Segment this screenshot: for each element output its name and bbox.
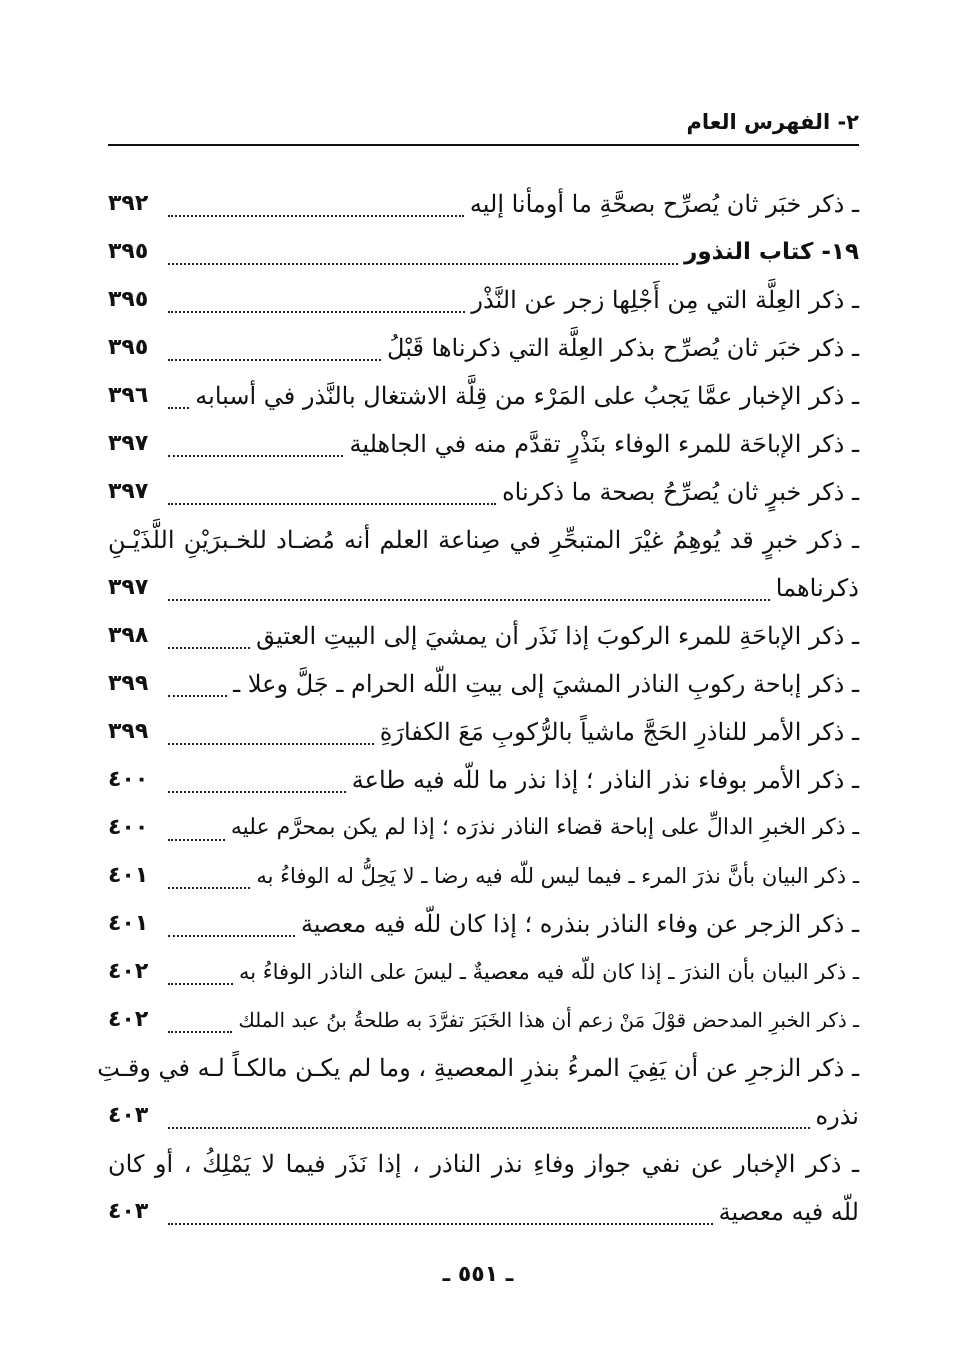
- dot-leader: [168, 263, 678, 265]
- toc-entry: [108, 660, 859, 708]
- toc-chapter-heading: [108, 228, 859, 276]
- dot-leader: [168, 1031, 232, 1033]
- entry-title: ـ ذكر الإخبار عمَّا يَجبُ على المَرْء من قِلَّة الاشتغال بالنَّذر في أسبابه: [195, 382, 859, 410]
- toc-entry: [108, 948, 859, 996]
- entry-title: ـ ذكر العِلَّة التي مِن أَجْلِها زجر عن النَّذْر: [471, 286, 859, 314]
- entry-page: ٣٩٢: [108, 191, 149, 216]
- entry-title-continued: للّه فيه معصية: [718, 1198, 859, 1226]
- toc-entry: [108, 804, 859, 852]
- dot-leader: [168, 455, 343, 457]
- entry-page: ٣٩٨: [108, 623, 149, 648]
- entry-page: ٤٠٢: [108, 959, 149, 984]
- toc-entry: [108, 996, 859, 1044]
- entry-title: ـ ذكر البيان بأنَّ نذرَ المرء ـ فيما ليس للّه فيه رضا ـ لا يَحِلُّ له الوفاءُ به: [256, 864, 859, 888]
- dot-leader: [168, 791, 346, 793]
- header-title: ٢- الفهرس العام: [686, 110, 859, 134]
- entry-title: ـ ذكر البيان بأن النذرَ ـ إذا كان للّه فيه معصيةٌ ـ ليسَ على الناذر الوفاءُ به: [238, 960, 859, 984]
- entry-title-continued: ذكرناهما: [775, 574, 859, 602]
- toc-entry: [108, 420, 859, 468]
- toc-entry: [108, 900, 859, 948]
- dot-leader: [168, 311, 465, 313]
- entry-title-line: ـ ذكر الإخبار عن نفي جواز وفاءِ نذر الناذر ، إذا نَذَر فيما لا يَمْلِكُ ، أو كان: [108, 1150, 859, 1178]
- dot-leader: [168, 935, 295, 937]
- entry-page: ٤٠١: [108, 911, 149, 936]
- dot-leader: [168, 983, 233, 985]
- dot-leader: [168, 599, 770, 601]
- entry-title: ـ ذكر الزجر عن وفاء الناذر بنذره ؛ إذا كان للّه فيه معصية: [300, 910, 859, 938]
- toc-entry: [108, 276, 859, 324]
- dot-leader: [168, 359, 381, 361]
- dot-leader: [168, 407, 189, 409]
- entry-page: ٣٩٧: [108, 431, 149, 456]
- toc-entry: [108, 612, 859, 660]
- entry-page: ٣٩٧: [108, 575, 149, 600]
- entry-title-continued: نذره: [815, 1102, 859, 1130]
- toc-entry: [108, 852, 859, 900]
- running-header: [108, 104, 859, 146]
- entry-title-line: ـ ذكر خبرٍ قد يُوهِمُ غيْرَ المتبحِّرِ في صِناعة العلم أنه مُضـاد للخـبرَيْنِ اللَّذَيْـنِ: [108, 526, 859, 554]
- entry-title: ـ ذكر الخبرِ المدحض قوْلَ مَنْ زعم أن هذا الخَبَرَ تفرَّدَ به طلحةُ بنُ عبد الملك: [238, 1008, 859, 1032]
- entry-title: ـ ذكر الأمر للناذرِ الحَجَّ ماشياً بالرُّكوبِ مَعَ الكفارَةِ: [379, 718, 859, 746]
- entry-page: ٣٩٥: [108, 239, 149, 264]
- toc-entry: [108, 372, 859, 420]
- entry-title-line: ـ ذكر الزجرِ عن أن يَفِيَ المرءُ بنذرِ المعصيةِ ، وما لم يكـن مالكـاً لـه في وقـتِ: [97, 1054, 859, 1082]
- entry-page: ٤٠١: [108, 863, 149, 888]
- entry-page: ٣٩٥: [108, 335, 149, 360]
- dot-leader: [168, 503, 496, 505]
- entry-page: ٣٩٦: [108, 383, 149, 408]
- entry-page: ٤٠٣: [108, 1199, 149, 1224]
- toc-entry: [108, 1188, 859, 1236]
- entry-page: ٣٩٩: [108, 719, 149, 744]
- dot-leader: [168, 695, 227, 697]
- entry-page: ٤٠٣: [108, 1103, 149, 1128]
- dot-leader: [168, 215, 464, 217]
- entry-page: ٣٩٥: [108, 287, 149, 312]
- entry-title: ـ ذكر خبرٍ ثان يُصرِّحُ بصحة ما ذكرناه: [502, 478, 859, 506]
- toc-entry: [108, 564, 859, 612]
- toc-entry: [108, 708, 859, 756]
- entry-title: ـ ذكر إباحة ركوبِ الناذر المشيَ إلى بيتِ اللّه الحرام ـ جَلَّ وعلا ـ: [233, 670, 859, 698]
- dot-leader: [168, 839, 225, 841]
- entry-title: ـ ذكر الإباحَةِ للمرء الركوبَ إذا نَذَر أن يمشيَ إلى البيتِ العتيق: [256, 622, 859, 650]
- toc-entry: [108, 180, 859, 228]
- entry-page: ٣٩٧: [108, 479, 149, 504]
- entry-title: ـ ذكر خبَر ثان يُصرِّح بذكر العِلَّة التي ذكرناها قَبْلُ: [387, 334, 859, 362]
- dot-leader: [168, 743, 374, 745]
- toc-entry: [108, 1092, 859, 1140]
- toc-entry: [108, 468, 859, 516]
- toc-entry: [108, 324, 859, 372]
- dot-leader: [168, 1223, 713, 1225]
- entry-title: ـ ذكر خبَر ثان يُصرِّح بصحَّةِ ما أومأنا إليه: [469, 190, 859, 218]
- entry-title: ـ ذكر الإباحَة للمرء الوفاء بنَذْرٍ تقدَّم منه في الجاهلية: [349, 430, 859, 458]
- entry-page: ٤٠٢: [108, 1007, 149, 1032]
- entry-page: ٤٠٠: [108, 767, 149, 792]
- dot-leader: [168, 647, 250, 649]
- entry-page: ٣٩٩: [108, 671, 149, 696]
- entry-title: ـ ذكر الخبرِ الدالِّ على إباحة قضاء الناذر نذرَه ؛ إذا لم يكن بمحرَّم عليه: [230, 815, 859, 840]
- table-of-contents: [97, 180, 859, 1236]
- entry-page: ٤٠٠: [108, 815, 149, 840]
- dot-leader: [168, 887, 250, 889]
- page-number: ـ ٥٥١ ـ: [442, 1262, 514, 1287]
- chapter-title: ١٩- كتاب النذور: [684, 239, 859, 265]
- toc-entry: [108, 756, 859, 804]
- dot-leader: [168, 1127, 810, 1129]
- entry-title: ـ ذكر الأمر بوفاء نذر الناذر ؛ إذا نذر ما للّه فيه طاعة: [351, 766, 859, 794]
